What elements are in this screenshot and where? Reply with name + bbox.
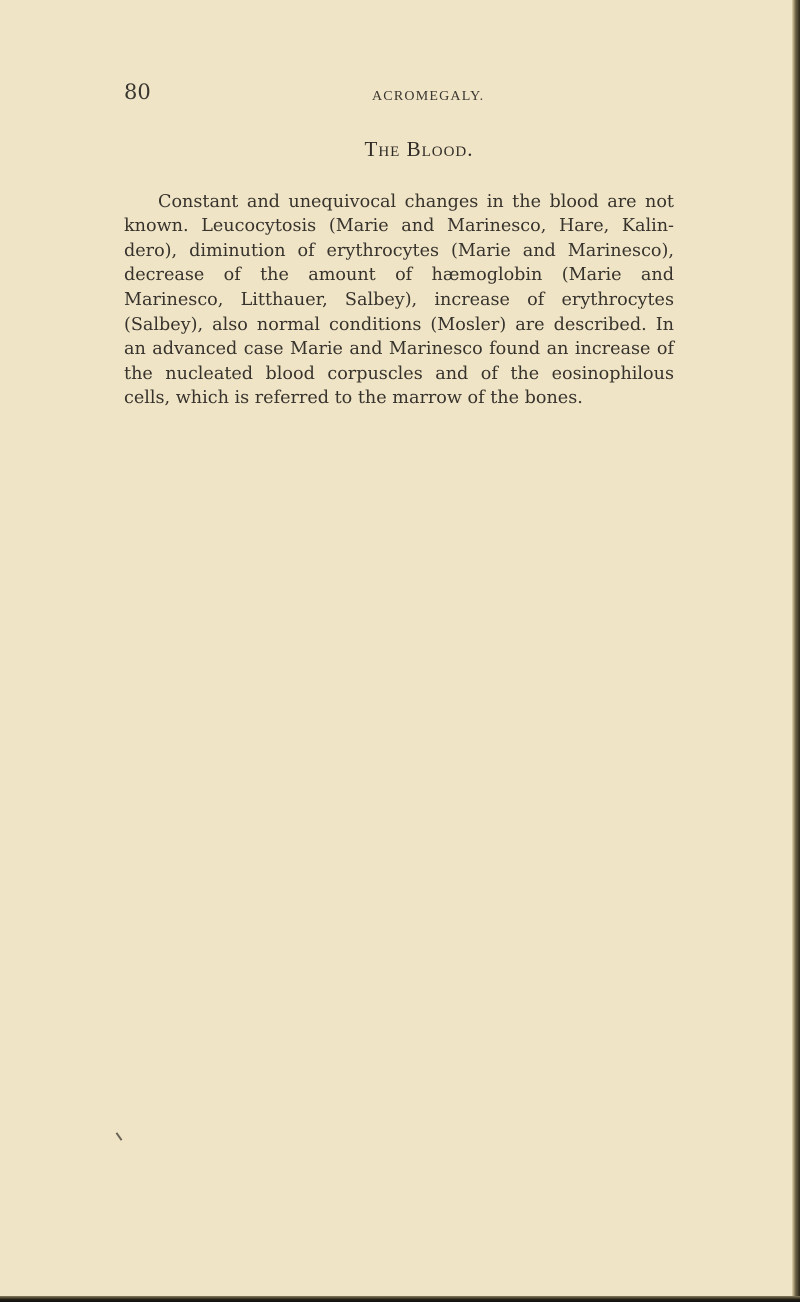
section-title: The Blood. — [364, 137, 474, 161]
page-edge-bottom — [0, 1296, 800, 1302]
page-number: 80 — [124, 80, 151, 104]
body-paragraph: Constant and unequivocal changes in the blood are not known. Leucocytosis (Marie and Marinesco, Hare, Kalindero), diminution of erythrocytes (Marie and Marinesco), decrease of the amount of hæmoglobin (Marie and Marinesco, Litthauer, Salbey), increase of erythrocytes (Salbey), also normal conditions (Mosler) are described. In an advanced case Marie and Marinesco found an increase of the nucleated blood corpuscles and of the eosinophilous cells, which is referred to the marrow of the bones. — [124, 191, 674, 409]
running-head: ACROMEGALY. — [372, 89, 485, 104]
stray-ink-mark — [116, 1132, 123, 1141]
page-edge-right — [792, 0, 800, 1302]
